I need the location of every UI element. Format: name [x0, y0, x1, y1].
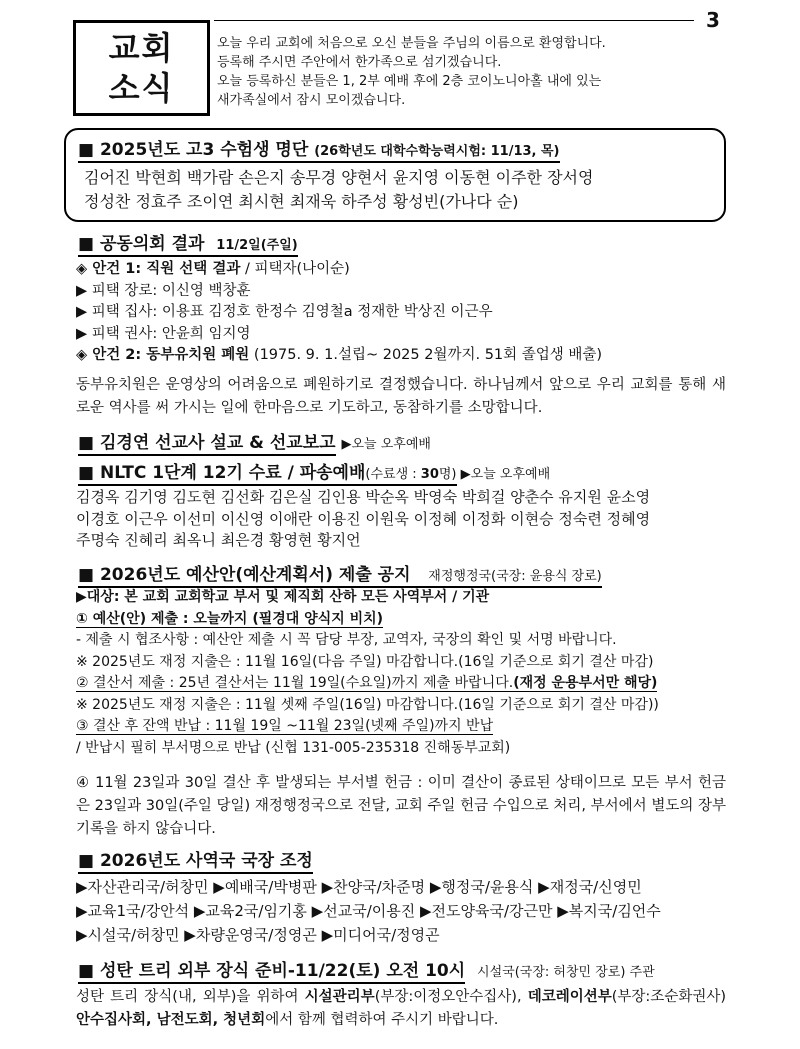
title-line-2: 소식 [108, 69, 175, 107]
section-title-box [73, 20, 210, 116]
council-section-title: ■ 공동의회 결과 11/2일(주일) [78, 233, 298, 257]
page-number: 3 [706, 8, 720, 32]
nltc-section-title: ■ NLTC 1단계 12기 수료 / 파송예배(수료생 : 30명) ▶오늘 오후예배 [78, 462, 550, 486]
header-rule [214, 20, 694, 21]
exam-names: 김어진 박현희 백가람 손은지 송무경 양현서 윤지영 이동현 이주한 장서영 정성찬 정효주 조이연 최시현 최재욱 하주성 황성빈(가나다 순) [84, 168, 594, 211]
welcome-text [217, 34, 606, 110]
exam-section-title: ■ 2025년도 고3 수험생 명단 (26학년도 대학수학능력시험: 11/13, 목) [78, 139, 560, 163]
council-body: ◈ 안건 1: 직원 선택 결과 / 피택자(나이순) ▶ 피택 장로: 이신영 백창훈 ▶ 피택 집사: 이용표 김정호 한정수 김영철a 정재한 박상진 이근우 ▶ 피택 권사: 안윤희 임지영 ◈ 안건 2: 동부유치원 폐원 (1975. 9. 1.설립~ 2025 2월까지. 51회 졸업생 배출) [76, 261, 603, 363]
budget-item-4: ④ 11월 23일과 30일 결산 후 발생되는 부서별 헌금 : 이미 결산이 종료된 상태이므로 모든 부서 헌금은 23일과 30일(주일 당일) 재정행정국으로 전달, 교회 주일 헌금 수입으로 처리, 부서에서 별도의 장부기록을 하지 않습니다. [76, 775, 726, 837]
title-line-1: 교회 [108, 29, 175, 67]
missionary-section-title: ■ 김경연 선교사 설교 & 선교보고 ▶오늘 오후예배 [78, 432, 431, 456]
tree-paragraph: 성탄 트리 장식(내, 외부)을 위하여 시설관리부(부장:이정오안수집사), 데코레이션부(부장:조순화권사) 안수집사회, 남전도회, 청년회에서 함께 협력하여 주시기 바랍니다. [76, 989, 726, 1028]
budget-body: ▶대상: 본 교회 교회학교 부서 및 제직회 산하 모든 사역부서 / 기관 ① 예산(안) 제출 : 오늘까지 (필경대 양식지 비치) - 제출 시 협조사항 : 예산안 제출 시 꼭 담당 부장, 교역자, 국장의 확인 및 서명 바랍니다. ※ 2025년도 재정 지출은 : 11월 16일(다음 주일) 마감합니다.(16일 기준으로 회기 결산 마감) ② 결산서 제출 : 25년 결산서는 11월 19일(수요일)까지 제출 바랍니다.(재정 운용부서만 해당) ※ 2025년도 재정 지출은 : 11월 셋째 주일(16일) 마감합니다.(16일 기준으로 회기 결산 마감)) ③ 결산 후 잔액 반납 : 11월 19일 ~11월 23일(넷째 주일)까지 반납 / 반납시 필히 부서명으로 반납 (신협 131-005-235318 진해동부교회) [76, 589, 659, 756]
directors-section-title: ■ 2026년도 사역국 국장 조정 [78, 850, 313, 872]
welcome-line: 등록해 주시면 주안에서 한가족으로 섬기겠습니다. [217, 55, 502, 70]
council-paragraph: 동부유치원은 운영상의 어려움으로 폐원하기로 결정했습니다. 하나님께서 앞으로 우리 교회를 통해 새로운 역사를 써 가시는 일에 한마음으로 기도하고, 동참하기를 소망합니다. [76, 377, 726, 416]
budget-section-title: ■ 2026년도 예산안(예산계획서) 제출 공지 재정행정국(국장: 윤용식 장로) [78, 564, 602, 588]
directors-list: ▶자산관리국/허창민 ▶예배국/박병판 ▶찬양국/차준명 ▶행정국/윤용식 ▶재정국/신영민 ▶교육1국/강안석 ▶교육2국/임기홍 ▶선교국/이용진 ▶전도양육국/강근만 ▶복지국/김언수 ▶시설국/허창민 ▶차량운영국/정영곤 ▶미디어국/정영곤 [76, 878, 661, 944]
nltc-names: 김경옥 김기영 김도현 김선화 김은실 김인용 박순옥 박영숙 박희걸 양춘수 유지원 윤소영 이경호 이근우 이선미 이신영 이애란 이용진 이원욱 이정혜 이정화 이현승 정숙련 정혜영 주명숙 진혜리 최옥니 최은경 황영현 황지언 [76, 488, 651, 549]
welcome-line: 오늘 우리 교회에 처음으로 오신 분들을 주님의 이름으로 환영합니다. [217, 36, 606, 51]
welcome-line: 새가족실에서 잠시 모이겠습니다. [217, 93, 406, 108]
tree-section-title: ■ 성탄 트리 외부 장식 준비-11/22(토) 오전 10시 시설국(국장: 허창민 장로) 주관 [78, 960, 655, 984]
welcome-line: 오늘 등록하신 분들은 1, 2부 예배 후에 2층 코이노니아홀 내에 있는 [217, 74, 602, 89]
